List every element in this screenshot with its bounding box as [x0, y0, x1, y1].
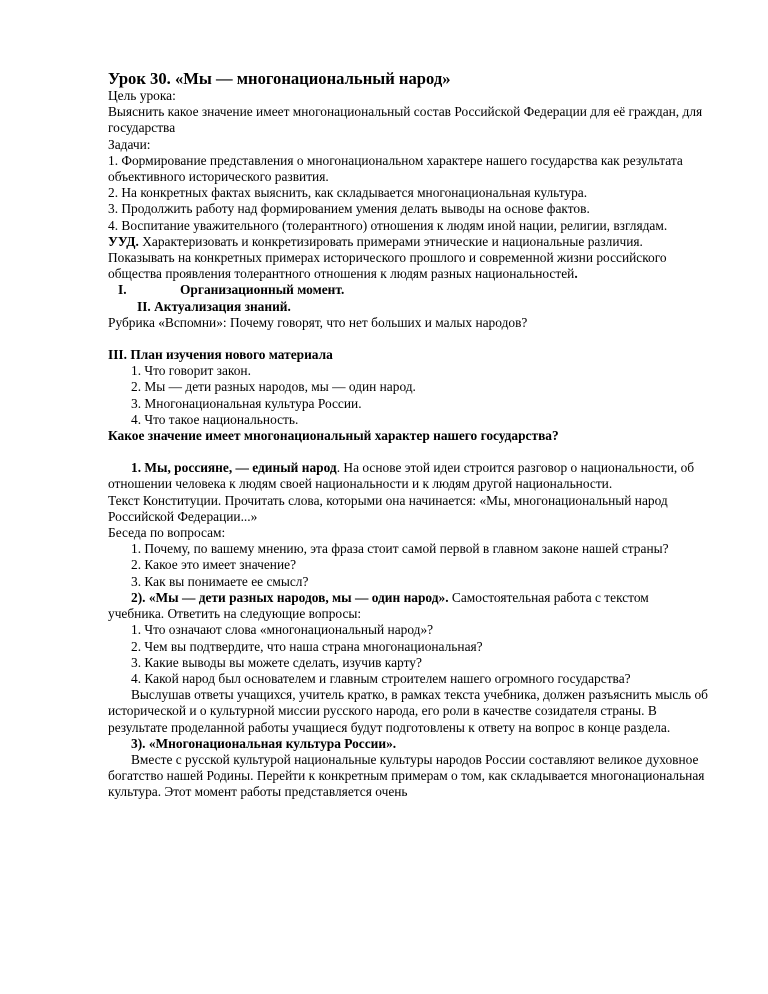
section-1-heading: 1. Мы, россияне, — единый народ [131, 460, 337, 476]
stage-1-text: Организационный момент. [180, 282, 345, 298]
plan-title: III. План изучения нового материала [108, 347, 333, 363]
key-question: Какое значение имеет многонациональный характер нашего государства? [108, 428, 559, 444]
section-3-heading: 3). «Многонациональная культура России». [131, 735, 397, 751]
recall-question: Рубрика «Вспомни»: Почему говорят, что нет больших и малых народов? [108, 314, 528, 330]
talk-question: 2. Какое это имеет значение? [131, 557, 297, 573]
plan-item: 2. Мы — дети разных народов, мы — один народ. [131, 379, 416, 395]
show-dot: . [574, 266, 578, 282]
task-item: 2. На конкретных фактах выяснить, как складывается многонациональная культура. [108, 185, 588, 201]
section-3-text: Вместе с русской культурой национальные культуры народов России составляют великое духовное богатство нашей Родины. Перейти к конкретным примерам о том, как складывается многонациональная культура. Этот момент работы представляется очень [108, 751, 705, 800]
section-2-paragraph [108, 590, 708, 622]
spacer [108, 331, 708, 347]
section-2-question: 4. Какой народ был основателем и главным строителем нашего огромного государства? [131, 670, 631, 686]
talk-label: Беседа по вопросам: [108, 525, 226, 541]
uud-text: Характеризовать и конкретизировать примерами этнические и национальные различия. [138, 233, 643, 249]
constitution-text: Текст Конституции. Прочитать слова, которыми она начинается: «Мы, многонациональный народ Российской Федерации...» [108, 492, 668, 524]
tasks-label: Задачи: [108, 136, 151, 152]
goal-text: Выяснить какое значение имеет многонациональный состав Российской Федерации для её граждан, для государства [108, 104, 703, 136]
section-2-question: 2. Чем вы подтвердите, что наша страна многонациональная? [131, 638, 483, 654]
lesson-document [108, 69, 708, 801]
section-2-text: Самостоятельная работа с текстом учебника. Ответить на следующие вопросы: [108, 589, 649, 622]
uud-label: УУД. [108, 233, 139, 249]
talk-question: 1. Почему, по вашему мнению, эта фраза стоит самой первой в главном законе нашей страны? [131, 541, 669, 557]
stage-2: II. Актуализация знаний. [137, 298, 291, 314]
section-2-number: 2) [131, 589, 143, 605]
task-item: 1. Формирование представления о многонациональном характере нашего государства как результата объективного исторического развития. [108, 152, 683, 185]
task-item: 3. Продолжить работу над формированием умения делать выводы на основе фактов. [108, 201, 590, 217]
section-2-question: 3. Какие выводы вы можете сделать, изучив карту? [131, 654, 422, 670]
stage-1 [108, 282, 708, 298]
task-item: 4. Воспитание уважительного (толерантного) отношения к людям иной нации, религии, взглядам. [108, 217, 668, 233]
plan-item: 4. Что такое национальность. [131, 411, 299, 427]
plan-item: 1. Что говорит закон. [131, 363, 251, 379]
goal-label: Цель урока: [108, 88, 176, 103]
section-2-summary: Выслушав ответы учащихся, учитель кратко, в рамках текста учебника, должен разъяснить мысль об исторической и о культурной миссии русского народа, его роли в качестве созидателя страны. В результате проделанной работы учащиеся будут подготовлены к ответу на вопрос в конце раздела. [108, 687, 708, 735]
uud-paragraph [108, 234, 708, 250]
talk-question: 3. Как вы понимаете ее смысл? [131, 573, 309, 589]
section-2-question: 1. Что означают слова «многонациональный народ»? [131, 622, 434, 638]
lesson-title: Урок 30. «Мы — многонациональный народ» [108, 69, 451, 88]
plan-item: 3. Многонациональная культура России. [131, 395, 362, 411]
show-paragraph [108, 250, 708, 282]
stage-1-number: I. [118, 282, 127, 298]
section-1-paragraph [108, 460, 708, 492]
show-text: Показывать на конкретных примерах исторического прошлого и современной жизни российского общества проявления толерантного отношения к людям разных национальностей [108, 250, 667, 282]
section-1-text: . На основе этой идеи строится разговор о национальности, об отношении человека к людям своей национальности и к людям другой национальности. [108, 460, 695, 492]
spacer [108, 444, 708, 460]
section-2-heading: . «Мы — дети разных народов, мы — один народ». [142, 589, 449, 605]
